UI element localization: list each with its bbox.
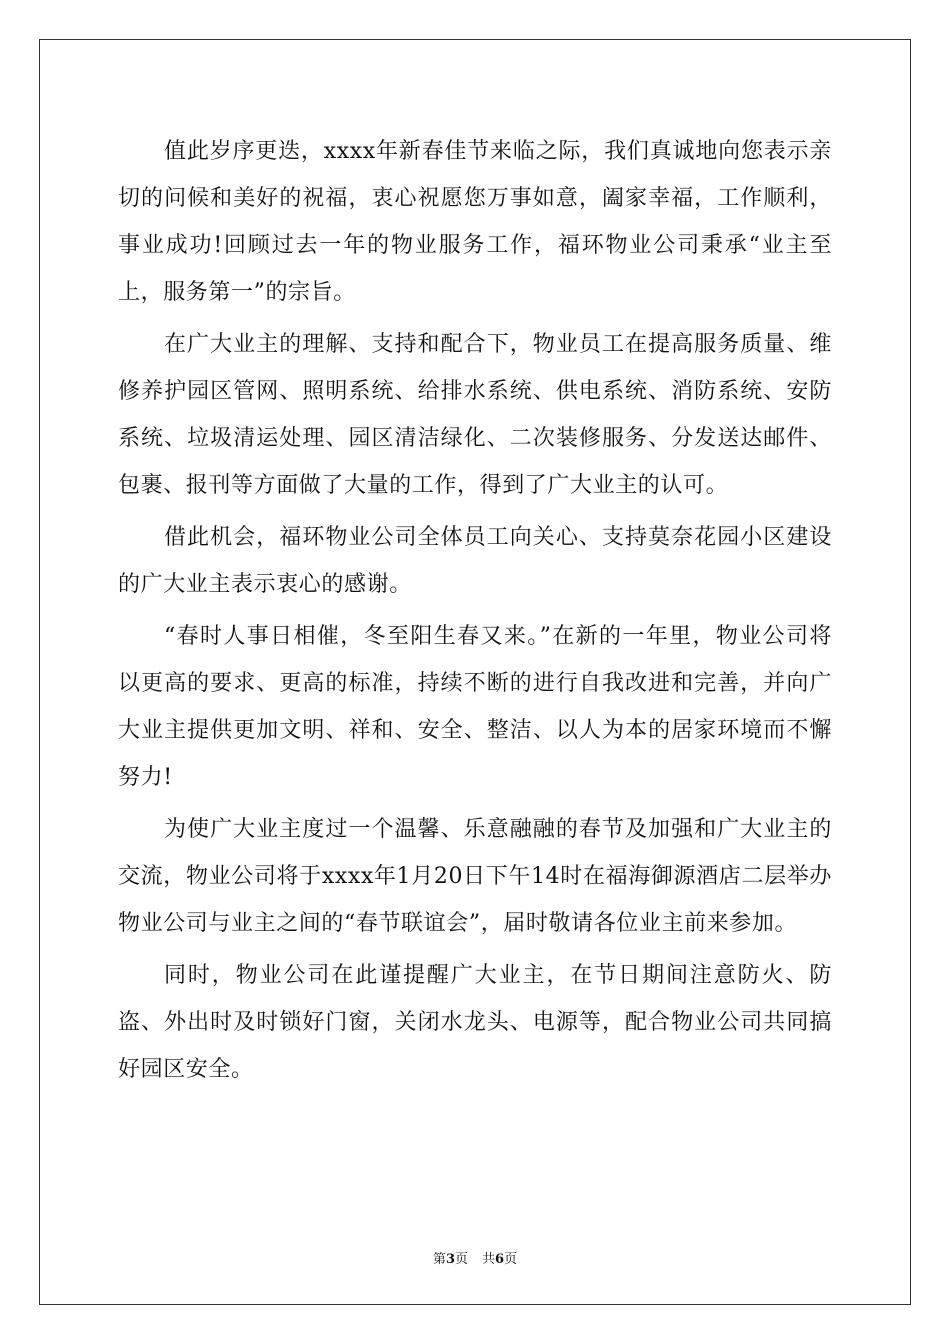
total-prefix: 共 [482,1252,496,1267]
total-pages-number: 6 [495,1252,505,1267]
paragraph-greeting: 值此岁序更迭，xxxx年新春佳节来临之际，我们真诚地向您表示亲切的问候和美好的祝福，衷心祝愿您万事如意，阖家幸福，工作顺利，事业成功!回顾过去一年的物业服务工作，福环物业公司秉承“业主至上，服务第一”的宗旨。 [118,139,832,305]
paragraph-services: 在广大业主的理解、支持和配合下，物业员工在提高服务质量、维修养护园区管网、照明系统、给排水系统、供电系统、消防系统、安防系统、垃圾清运处理、园区清洁绿化、二次装修服务、分发送达邮件、包裹、报刊等方面做了大量的工作，得到了广大业主的认可。 [118,332,832,498]
paragraph-thanks: 借此机会，福环物业公司全体员工向关心、支持莫奈花园小区建设的广大业主表示衷心的感谢。 [118,525,832,597]
paragraph-safety-reminder: 同时，物业公司在此谨提醒广大业主，在节日期间注意防火、防盗、外出时及时锁好门窗，关闭水龙头、电源等，配合物业公司共同搞好园区安全。 [118,963,832,1082]
paragraph-party-invitation: 为使广大业主度过一个温馨、乐意融融的春节及加强和广大业主的交流，物业公司将于xxxx年1月20日下午14时在福海御源酒店二层举办物业公司与业主之间的“春节联谊会”，届时敬请各位业主前来参加。 [118,817,832,936]
paragraph-new-year: “春时人事日相催，冬至阳生春又来。”在新的一年里，物业公司将以更高的要求、更高的标准，持续不断的进行自我改进和完善，并向广大业主提供更加文明、祥和、安全、整洁、以人为本的居家环境而不懈努力! [118,624,832,790]
total-suffix: 页 [504,1252,518,1267]
current-page-number: 3 [445,1252,455,1267]
document-body [118,128,832,1098]
page-prefix: 第 [432,1252,446,1267]
page-suffix: 页 [454,1252,468,1267]
page-footer [0,1248,950,1267]
